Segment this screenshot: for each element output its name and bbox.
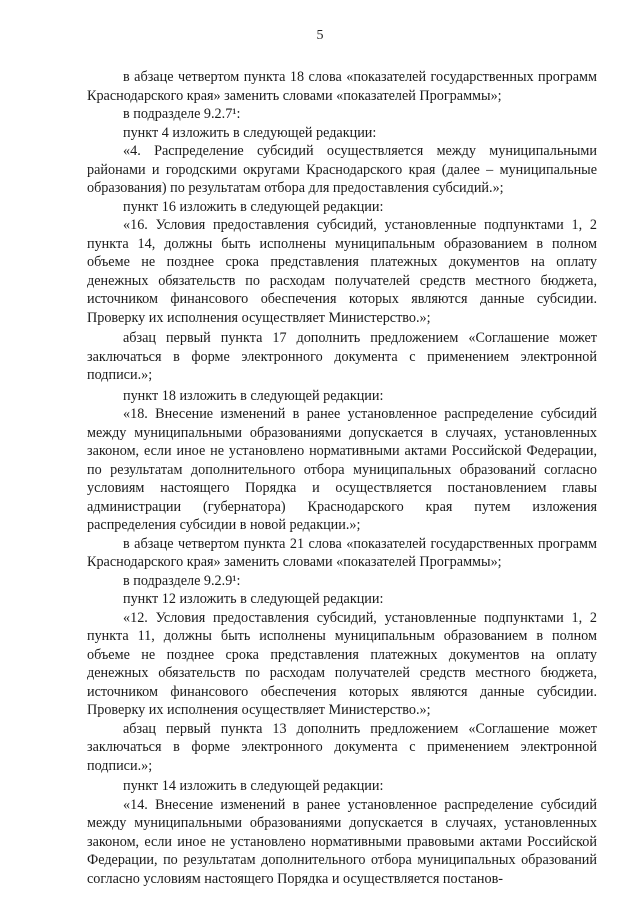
document-body [87, 68, 597, 888]
paragraph: пункт 18 изложить в следующей редакции: [123, 387, 384, 404]
paragraph: «14. Внесение изменений в ранее установленное распределение субсидий между муниципальными образованиями допускается в случаях, установленных законом, если иное не установлено нормативными правовыми актами Российской Федерации, по результатам дополнительного отбора муниципальных образований согласно условиям настоящего Порядка и осуществляется постанов- [87, 796, 597, 887]
paragraph: в абзаце четвертом пункта 18 слова «показателей государственных программ Краснодарского края» заменить словами «показателей Программы»; [87, 69, 597, 104]
paragraph: «12. Условия предоставления субсидий, установленные подпунктами 1, 2 пункта 11, должны быть исполнены муниципальным образованием в полном объеме не позднее срока представления платежных документов на оплату денежных обязательств по расходам получателей средств местного бюджета, источником финансового обеспечения которых являются данные субсидии. Проверку их исполнения осуществляет Министерство.»; [87, 609, 597, 718]
paragraph: «4. Распределение субсидий осуществляется между муниципальными районами и городскими округами Краснодарского края (далее – муниципальные образования) по результатам отбора для предоставления субсидий.»; [87, 143, 597, 196]
page-number: 5 [316, 28, 324, 43]
paragraph: «18. Внесение изменений в ранее установленное распределение субсидий между муниципальными образованиями допускается в случаях, установленных законом, если иное не установлено нормативными актами Российской Федерации, по результатам дополнительного отбора муниципальных образований согласно условиям настоящего Порядка и осуществляется постановлением главы администрации (губернатора) Краснодарского края путем изложения распределения субсидии в новой редакции.»; [87, 406, 597, 533]
paragraph: пункт 16 изложить в следующей редакции: [123, 198, 384, 215]
paragraph: в абзаце четвертом пункта 21 слова «показателей государственных программ Краснодарского края» заменить словами «показателей Программы»; [87, 535, 597, 570]
paragraph: в подразделе 9.2.7¹: [123, 106, 241, 122]
paragraph: пункт 14 изложить в следующей редакции: [123, 778, 384, 794]
paragraph: абзац первый пункта 13 дополнить предложением «Соглашение может заключаться в форме электронного документа с применением электронной подписи.»; [87, 720, 597, 774]
paragraph: пункт 4 изложить в следующей редакции: [123, 124, 377, 141]
paragraph: в подразделе 9.2.9¹: [123, 572, 241, 589]
paragraph: пункт 12 изложить в следующей редакции: [123, 591, 384, 607]
paragraph: «16. Условия предоставления субсидий, установленные подпунктами 1, 2 пункта 14, должны быть исполнены муниципальным образованием в полном объеме не позднее срока представления платежных документов на оплату денежных обязательств по расходам получателей средств местного бюджета, источником финансового обеспечения которых являются данные субсидии. Проверку их исполнения осуществляет Министерство.»; [87, 217, 597, 326]
paragraph: абзац первый пункта 17 дополнить предложением «Соглашение может заключаться в форме электронного документа с применением электронной подписи.»; [87, 330, 597, 383]
